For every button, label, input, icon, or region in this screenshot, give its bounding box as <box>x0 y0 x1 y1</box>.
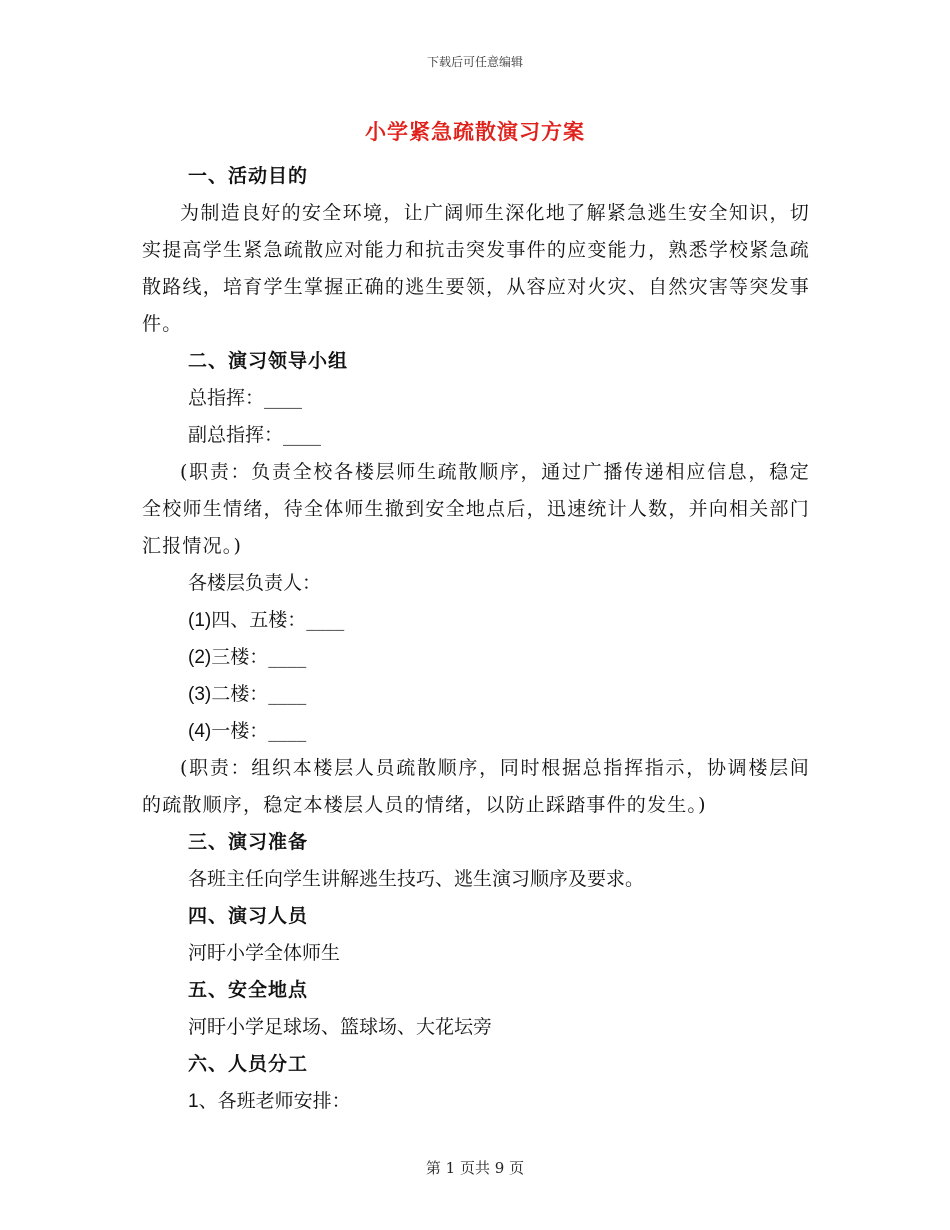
floor-item-text: 三楼：____ <box>211 646 307 668</box>
floor-item-number: (2) <box>188 647 212 668</box>
page-header: 下载后可任意编辑 <box>426 55 523 69</box>
floor-duty-paragraph: (职责：组织本楼层人员疏散顺序，同时根据总指挥指示，协调楼层间的疏散顺序，稳定本楼层人员的情绪，以防止踩踏事件的发生。) <box>142 757 810 816</box>
document-title: 小学紧急疏散演习方案 <box>365 119 585 144</box>
safe-location-text: 河盱小学足球场、篮球场、大花坛旁 <box>188 1016 493 1038</box>
commander-line: 总指挥：____ <box>188 387 303 409</box>
vice-commander-line: 副总指挥：____ <box>188 424 322 446</box>
floor-item <box>142 713 810 750</box>
section-heading-leadership: 二、演习领导小组 <box>188 350 349 372</box>
section-heading-participants: 四、演习人员 <box>188 905 309 927</box>
section-heading-assignments: 六、人员分工 <box>188 1053 309 1075</box>
floor-item <box>142 676 810 713</box>
floor-item-text: 二楼：____ <box>211 683 307 705</box>
floor-item-number: (4) <box>188 721 212 742</box>
assignment-item <box>142 1083 810 1120</box>
section-heading-purpose: 一、活动目的 <box>188 165 309 187</box>
commander-duty-paragraph: (职责：负责全校各楼层师生疏散顺序，通过广播传递相应信息，稳定全校师生情绪，待全体师生撤到安全地点后，迅速统计人数，并向相关部门汇报情况。) <box>142 461 810 557</box>
floor-item-number: (3) <box>188 684 212 705</box>
assignment-item-text: 、各班老师安排： <box>198 1090 351 1112</box>
floor-item-number: (1) <box>188 610 212 631</box>
preparation-text: 各班主任向学生讲解逃生技巧、逃生演习顺序及要求。 <box>188 868 645 890</box>
floor-item <box>142 639 810 676</box>
page-footer: 第 1 页共 9 页 <box>425 1159 525 1177</box>
floor-item-text: 一楼：____ <box>211 720 307 742</box>
assignment-item-number: 1 <box>188 1091 199 1112</box>
participants-text: 河盱小学全体师生 <box>188 942 341 964</box>
section-heading-safe-location: 五、安全地点 <box>188 979 309 1001</box>
section-heading-preparation: 三、演习准备 <box>188 831 309 853</box>
purpose-paragraph: 为制造良好的安全环境，让广阔师生深化地了解紧急逃生安全知识，切实提高学生紧急疏散应对能力和抗击突发事件的应变能力，熟悉学校紧急疏散路线，培育学生掌握正确的逃生要领，从容应对火灾、自然灾害等突发事件。 <box>142 202 810 335</box>
floor-item <box>142 602 810 639</box>
floor-item-text: 四、五楼：____ <box>211 609 345 631</box>
document-body <box>142 158 810 1120</box>
floor-heads-label: 各楼层负责人： <box>188 572 322 594</box>
